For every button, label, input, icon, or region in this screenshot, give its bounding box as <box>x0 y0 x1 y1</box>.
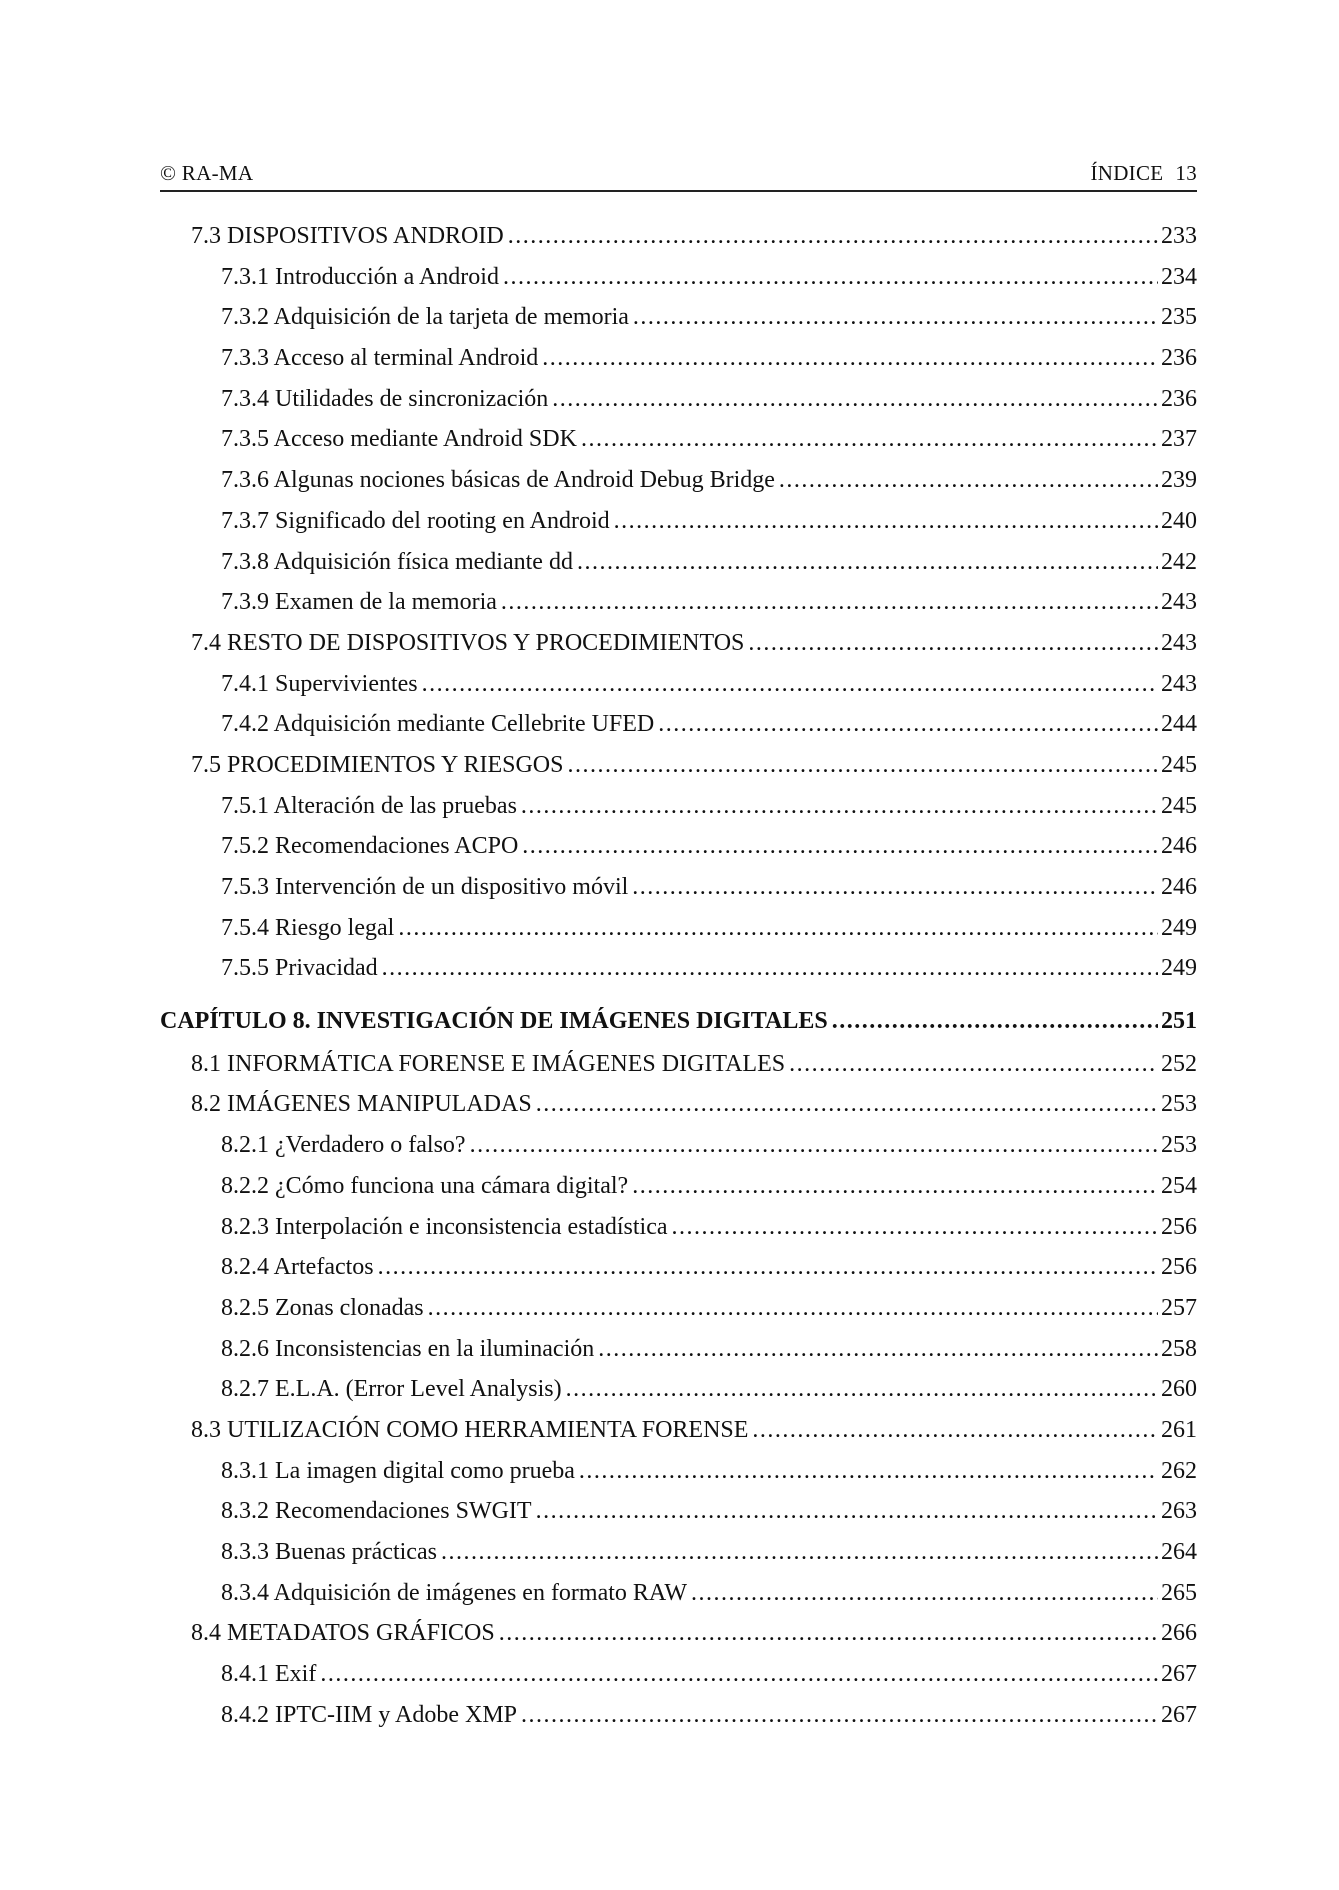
toc-entry[interactable] <box>160 1376 1197 1417</box>
dot-leader <box>789 1051 1158 1078</box>
toc-entry-title: 8.2.3 Interpolación e inconsistencia estadística <box>221 1213 668 1240</box>
toc-entry-title: 8.4 METADATOS GRÁFICOS <box>191 1620 495 1647</box>
toc-entry[interactable] <box>160 955 1197 996</box>
toc-entry[interactable] <box>160 1173 1197 1214</box>
dot-leader <box>672 1214 1158 1241</box>
toc-entry[interactable] <box>160 711 1197 752</box>
dot-leader <box>536 1498 1158 1525</box>
toc-entry[interactable] <box>160 467 1197 508</box>
toc-entry-page: 239 <box>1161 467 1197 494</box>
dot-leader <box>382 955 1158 982</box>
dot-leader <box>499 1620 1158 1647</box>
toc-entry-page: 258 <box>1161 1335 1197 1362</box>
toc-entry-page: 237 <box>1161 426 1197 453</box>
toc-entry[interactable] <box>160 426 1197 467</box>
toc-entry-page: 236 <box>1161 345 1197 372</box>
toc-entry-title: 8.4.2 IPTC-IIM y Adobe XMP <box>221 1701 518 1728</box>
dot-leader <box>378 1254 1158 1281</box>
toc-entry-page: 243 <box>1161 629 1197 656</box>
dot-leader <box>581 426 1158 453</box>
toc-entry-title: 8.2 IMÁGENES MANIPULADAS <box>191 1091 532 1118</box>
toc-entry-title: 7.5.5 Privacidad <box>221 955 378 982</box>
toc-entry[interactable] <box>160 1091 1197 1132</box>
dot-leader <box>577 549 1158 576</box>
index-label: ÍNDICE <box>1090 161 1164 185</box>
toc-entry[interactable] <box>160 1580 1197 1621</box>
dot-leader <box>470 1132 1158 1159</box>
toc-entry[interactable] <box>160 1336 1197 1377</box>
toc-entry-title: 7.3.6 Algunas nociones básicas de Android Debug Bridge <box>221 467 775 494</box>
toc-entry[interactable] <box>160 1417 1197 1458</box>
toc-entry[interactable] <box>160 386 1197 427</box>
dot-leader <box>428 1295 1158 1322</box>
dot-leader <box>658 711 1158 738</box>
toc-entry-page: 253 <box>1161 1091 1197 1118</box>
toc-entry[interactable] <box>160 1132 1197 1173</box>
toc-entry[interactable] <box>160 1295 1197 1336</box>
toc-entry-page: 236 <box>1161 385 1197 412</box>
toc-entry-page: 256 <box>1161 1254 1197 1281</box>
toc-entry-page: 252 <box>1161 1050 1197 1077</box>
dot-leader <box>521 793 1158 820</box>
dot-leader <box>441 1539 1158 1566</box>
toc-entry-title: 8.3.1 La imagen digital como prueba <box>221 1457 575 1484</box>
dot-leader <box>691 1580 1158 1607</box>
toc-entry-page: 242 <box>1161 548 1197 575</box>
toc-entry[interactable] <box>160 1254 1197 1295</box>
toc-entry[interactable] <box>160 589 1197 630</box>
toc-entry-page: 251 <box>1161 1008 1197 1035</box>
toc-entry-title: 8.2.4 Artefactos <box>221 1254 374 1281</box>
toc-entry[interactable] <box>160 1051 1197 1092</box>
dot-leader <box>632 874 1158 901</box>
toc-entry-page: 264 <box>1161 1539 1197 1565</box>
dot-leader <box>579 1458 1158 1485</box>
toc-entry-title: 8.3 UTILIZACIÓN COMO HERRAMIENTA FORENSE <box>191 1416 749 1443</box>
toc-entry-title: 7.3.4 Utilidades de sincronización <box>221 385 549 412</box>
toc-entry-page: 253 <box>1161 1132 1197 1159</box>
toc-entry-title: 7.3.2 Adquisición de la tarjeta de memoria <box>221 304 629 331</box>
dot-leader <box>832 1008 1158 1035</box>
dot-leader <box>633 304 1158 331</box>
toc-entry-title: CAPÍTULO 8. INVESTIGACIÓN DE IMÁGENES DIGITALES <box>160 1008 828 1035</box>
toc-entry-page: 267 <box>1161 1701 1197 1728</box>
dot-leader <box>542 345 1158 372</box>
toc-entry[interactable] <box>160 874 1197 915</box>
toc-entry-title: 7.3.7 Significado del rooting en Android <box>221 507 610 534</box>
dot-leader <box>398 915 1158 942</box>
toc-entry-title: 7.4.2 Adquisición mediante Cellebrite UFED <box>221 711 655 738</box>
toc-entry[interactable] <box>160 1539 1197 1580</box>
toc-entry[interactable] <box>160 1702 1197 1743</box>
toc-entry-page: 254 <box>1161 1172 1197 1199</box>
dot-leader <box>632 1173 1158 1200</box>
toc-entry[interactable] <box>160 223 1197 264</box>
dot-leader <box>748 630 1158 657</box>
dot-leader <box>598 1336 1158 1363</box>
toc-entry[interactable] <box>160 1458 1197 1499</box>
toc-entry-title: 7.3.1 Introducción a Android <box>221 263 499 290</box>
toc-entry[interactable] <box>160 1214 1197 1255</box>
toc-entry-page: 243 <box>1161 670 1197 697</box>
toc-entry[interactable] <box>160 508 1197 549</box>
toc-entry-page: 267 <box>1161 1661 1197 1688</box>
toc-entry-page: 243 <box>1161 589 1197 616</box>
dot-leader <box>567 752 1158 779</box>
toc-entry-page: 234 <box>1161 263 1197 290</box>
toc-entry[interactable] <box>160 833 1197 874</box>
toc-entry-page: 265 <box>1161 1579 1197 1606</box>
toc-entry-page: 233 <box>1161 223 1197 249</box>
toc-entry-title: 7.4.1 Supervivientes <box>221 670 418 697</box>
toc-entry[interactable] <box>160 345 1197 386</box>
toc-entry-page: 266 <box>1161 1620 1197 1647</box>
page-number: 13 <box>1175 161 1197 185</box>
toc-entry[interactable] <box>160 1498 1197 1539</box>
toc-entry-title: 7.5.3 Intervención de un dispositivo móvil <box>221 874 629 900</box>
toc-chapter-entry[interactable] <box>160 1008 1197 1049</box>
toc-entry-page: 249 <box>1161 955 1197 982</box>
dot-leader <box>522 833 1158 860</box>
toc-entry-page: 240 <box>1161 507 1197 534</box>
toc-entry-title: 7.3.8 Adquisición física mediante dd <box>221 548 573 575</box>
toc-entry-title: 8.2.2 ¿Cómo funciona una cámara digital? <box>221 1172 629 1199</box>
dot-leader <box>501 589 1158 616</box>
dot-leader <box>508 223 1158 250</box>
toc-entry[interactable] <box>160 549 1197 590</box>
toc-entry-title: 8.2.5 Zonas clonadas <box>221 1294 424 1321</box>
toc-entry[interactable] <box>160 264 1197 305</box>
dot-leader <box>521 1702 1158 1729</box>
toc-entry-page: 245 <box>1161 792 1197 819</box>
toc-entry-title: 7.5.2 Recomendaciones ACPO <box>221 833 519 860</box>
toc-entry[interactable] <box>160 630 1197 671</box>
dot-leader <box>320 1661 1158 1688</box>
toc-entry-page: 249 <box>1161 914 1197 941</box>
toc-entry[interactable] <box>160 1661 1197 1702</box>
toc-entry-page: 245 <box>1161 751 1197 778</box>
toc-entry-page: 260 <box>1161 1376 1197 1403</box>
dot-leader <box>566 1376 1158 1403</box>
toc-entry-title: 8.3.4 Adquisición de imágenes en formato RAW <box>221 1579 687 1606</box>
toc-entry[interactable] <box>160 671 1197 712</box>
toc-entry-title: 7.5 PROCEDIMIENTOS Y RIESGOS <box>191 751 564 778</box>
dot-leader <box>536 1091 1158 1118</box>
toc-entry-page: 257 <box>1161 1294 1197 1321</box>
publisher-mark: © RA-MA <box>160 161 254 185</box>
toc-entry-page: 235 <box>1161 304 1197 331</box>
toc-entry-title: 8.3.2 Recomendaciones SWGIT <box>221 1498 532 1525</box>
dot-leader <box>552 386 1158 413</box>
toc-entry-title: 8.3.3 Buenas prácticas <box>221 1539 437 1565</box>
toc-entry-title: 7.4 RESTO DE DISPOSITIVOS Y PROCEDIMIENTOS <box>191 629 745 656</box>
toc-entry-title: 8.4.1 Exif <box>221 1661 317 1688</box>
dot-leader <box>614 508 1158 535</box>
toc-entry[interactable] <box>160 752 1197 793</box>
toc-entry-title: 7.3.5 Acceso mediante Android SDK <box>221 426 577 453</box>
toc-entry-page: 263 <box>1161 1498 1197 1525</box>
toc-entry[interactable] <box>160 915 1197 956</box>
toc-entry-title: 7.5.4 Riesgo legal <box>221 914 395 941</box>
toc-entry-page: 261 <box>1161 1416 1197 1443</box>
toc-entry-page: 262 <box>1161 1457 1197 1484</box>
toc-entry[interactable] <box>160 793 1197 834</box>
toc-entry-title: 8.2.7 E.L.A. (Error Level Analysis) <box>221 1376 562 1403</box>
toc-entry[interactable] <box>160 1620 1197 1661</box>
toc-entry-page: 246 <box>1161 874 1197 900</box>
dot-leader <box>503 264 1158 291</box>
dot-leader <box>422 671 1158 698</box>
toc-entry-title: 7.3 DISPOSITIVOS ANDROID <box>191 223 504 249</box>
toc-entry[interactable] <box>160 304 1197 345</box>
toc-entry-page: 256 <box>1161 1213 1197 1240</box>
running-header <box>160 160 1197 192</box>
toc-entry-title: 7.3.3 Acceso al terminal Android <box>221 345 539 372</box>
toc-entry-page: 246 <box>1161 833 1197 860</box>
dot-leader <box>779 467 1158 494</box>
section-label <box>1090 161 1197 186</box>
toc-entry-title: 8.2.1 ¿Verdadero o falso? <box>221 1132 466 1159</box>
toc-entry-page: 244 <box>1161 711 1197 738</box>
table-of-contents <box>160 223 1197 1742</box>
toc-entry-title: 8.2.6 Inconsistencias en la iluminación <box>221 1335 595 1362</box>
toc-entry-title: 7.5.1 Alteración de las pruebas <box>221 792 517 819</box>
dot-leader <box>752 1417 1158 1444</box>
toc-entry-title: 7.3.9 Examen de la memoria <box>221 589 497 616</box>
toc-entry-title: 8.1 INFORMÁTICA FORENSE E IMÁGENES DIGITALES <box>191 1050 786 1077</box>
